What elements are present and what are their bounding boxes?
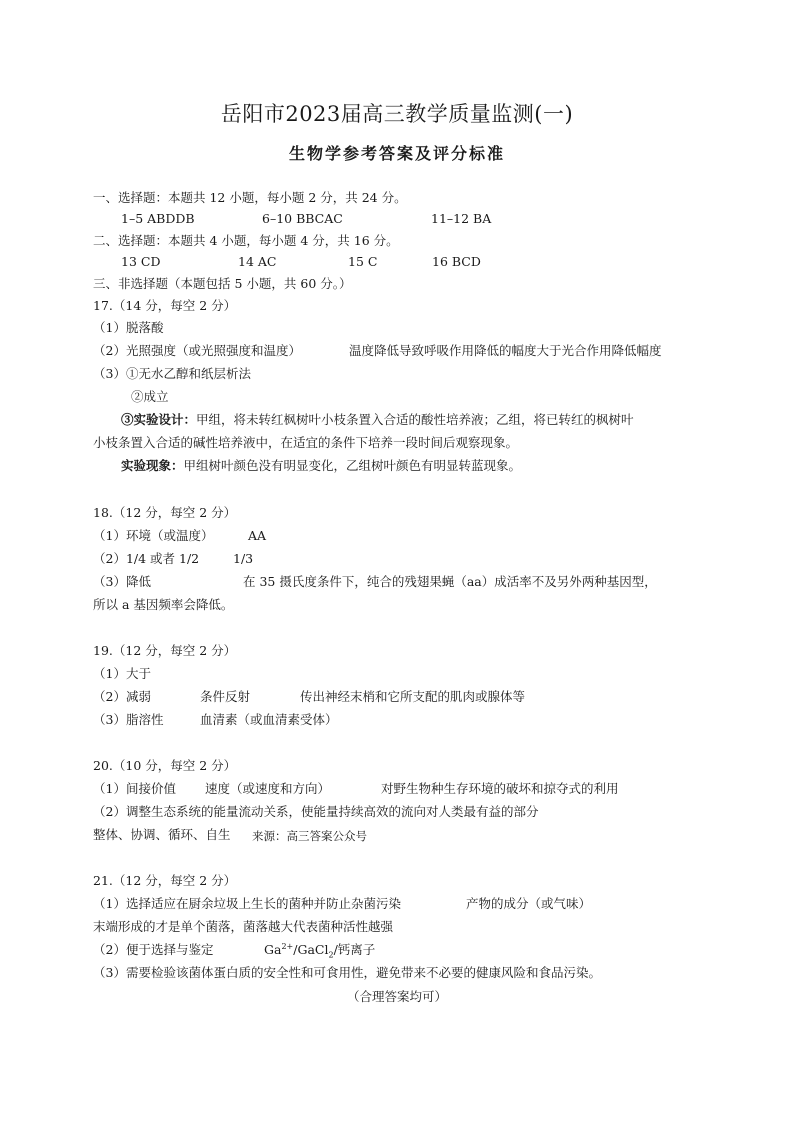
section1-answer: 11–12 BA xyxy=(431,211,492,226)
q18-answer-1b: AA xyxy=(248,528,267,543)
section2-answer: 13 CD xyxy=(121,254,161,269)
calcium-ion-label: /钙离子 xyxy=(333,942,376,957)
q18-answer-4: 所以 a 基因频率会降低。 xyxy=(93,597,234,612)
calcium-chloride-text: /GaCl xyxy=(293,942,329,957)
q20-heading: 20.（10 分，每空 2 分） xyxy=(93,758,237,773)
section2-heading: 二、选择题：本题共 4 小题，每小题 4 分，共 16 分。 xyxy=(93,233,399,248)
q19-answer-1: （1）大于 xyxy=(93,666,151,681)
q18-answer-3b: 在 35 摄氏度条件下，纯合的残翅果蝇（aa）成活率不及另外两种基因型， xyxy=(243,574,657,589)
q17-answer-2b: 温度降低导致呼吸作用降低的幅度大于光合作用降低幅度 xyxy=(349,343,662,358)
q17-design-label: ③实验设计： xyxy=(121,412,197,427)
section1-answer: 1–5 ABDDB xyxy=(121,211,195,226)
q21-answer-1b: 产物的成分（或气味） xyxy=(466,896,592,911)
q17-design-text: 甲组，将未转红枫树叶小枝条置入合适的酸性培养液；乙组，将已转红的枫树叶 xyxy=(196,412,634,427)
section2-answer: 15 C xyxy=(348,254,378,269)
subscript-two: 2 xyxy=(328,950,334,960)
page-title: 岳阳市2023届高三教学质量监测(一) xyxy=(220,102,574,126)
section1-heading: 一、选择题：本题共 12 小题，每小题 2 分，共 24 分。 xyxy=(93,190,407,205)
q18-heading: 18.（12 分，每空 2 分） xyxy=(93,505,237,520)
q19-answer-3b: 血清素（或血清素受体） xyxy=(200,712,338,727)
q20-source-note: 来源：高三答案公众号 xyxy=(252,829,367,843)
q20-answer-2: （2）调整生态系统的能量流动关系，使能量持续高效的流向对人类最有益的部分 xyxy=(93,804,539,819)
q17-heading: 17.（14 分，每空 2 分） xyxy=(93,298,237,313)
q19-answer-3a: （3）脂溶性 xyxy=(93,712,164,727)
q19-answer-2b: 条件反射 xyxy=(200,689,251,704)
q19-answer-2c: 传出神经末梢和它所支配的肌肉或腺体等 xyxy=(300,689,526,704)
q21-answer-3b xyxy=(264,942,375,958)
reasonable-answers-note: （合理答案均可） xyxy=(346,989,447,1004)
q21-answer-2: 末端形成的才是单个菌落，菌落越大代表菌种活性越强 xyxy=(93,919,394,934)
charge-superscript: 2+ xyxy=(281,941,294,951)
q18-answer-2b: 1/3 xyxy=(233,551,254,566)
section2-answer: 16 BCD xyxy=(432,254,481,269)
q18-answer-3a: （3）降低 xyxy=(93,574,151,589)
q17-phenomenon-label: 实验现象： xyxy=(121,458,184,473)
q17-answer-3: （3）①无水乙醇和纸层析法 xyxy=(93,366,251,381)
q21-heading: 21.（12 分，每空 2 分） xyxy=(93,873,237,888)
q21-answer-4: （3）需要检验该菌体蛋白质的安全性和可食用性，避免带来不必要的健康风险和食品污染。 xyxy=(93,965,601,980)
q20-answer-1a: （1）间接价值 xyxy=(93,781,176,796)
q21-answer-3a: （2）便于选择与鉴定 xyxy=(93,942,214,957)
q17-answer-7 xyxy=(121,458,521,474)
q19-answer-2a: （2）减弱 xyxy=(93,689,151,704)
calcium-ion-text: Ga xyxy=(264,942,282,957)
section2-answer: 14 AC xyxy=(238,254,277,269)
q20-answer-3a: 整体、协调、循环、自生 xyxy=(93,827,231,842)
section3-heading: 三、非选择题（本题包括 5 小题，共 60 分。） xyxy=(93,276,352,291)
q21-answer-1a: （1）选择适应在厨余垃圾上生长的菌种并防止杂菌污染 xyxy=(93,896,401,911)
q17-phenomenon-text: 甲组树叶颜色没有明显变化，乙组树叶颜色有明显转蓝现象。 xyxy=(183,458,522,473)
q17-answer-5 xyxy=(121,412,634,428)
q17-answer-1: （1）脱落酸 xyxy=(93,320,164,335)
q18-answer-1a: （1）环境（或温度） xyxy=(93,528,214,543)
q18-answer-2a: （2）1/4 或者 1/2 xyxy=(93,551,200,566)
q20-answer-1b: 速度（或速度和方向） xyxy=(205,781,331,796)
page-subtitle: 生物学参考答案及评分标准 xyxy=(288,144,505,163)
section1-answer: 6–10 BBCAC xyxy=(262,211,343,226)
q20-answer-1c: 对野生物种生存环境的破坏和掠夺式的利用 xyxy=(381,781,619,796)
q17-answer-4: ②成立 xyxy=(131,389,169,404)
q17-answer-6: 小枝条置入合适的碱性培养液中，在适宜的条件下培养一段时间后观察现象。 xyxy=(93,435,519,450)
q19-heading: 19.（12 分，每空 2 分） xyxy=(93,643,237,658)
q17-answer-2a: （2）光照强度（或光照强度和温度） xyxy=(93,343,301,358)
